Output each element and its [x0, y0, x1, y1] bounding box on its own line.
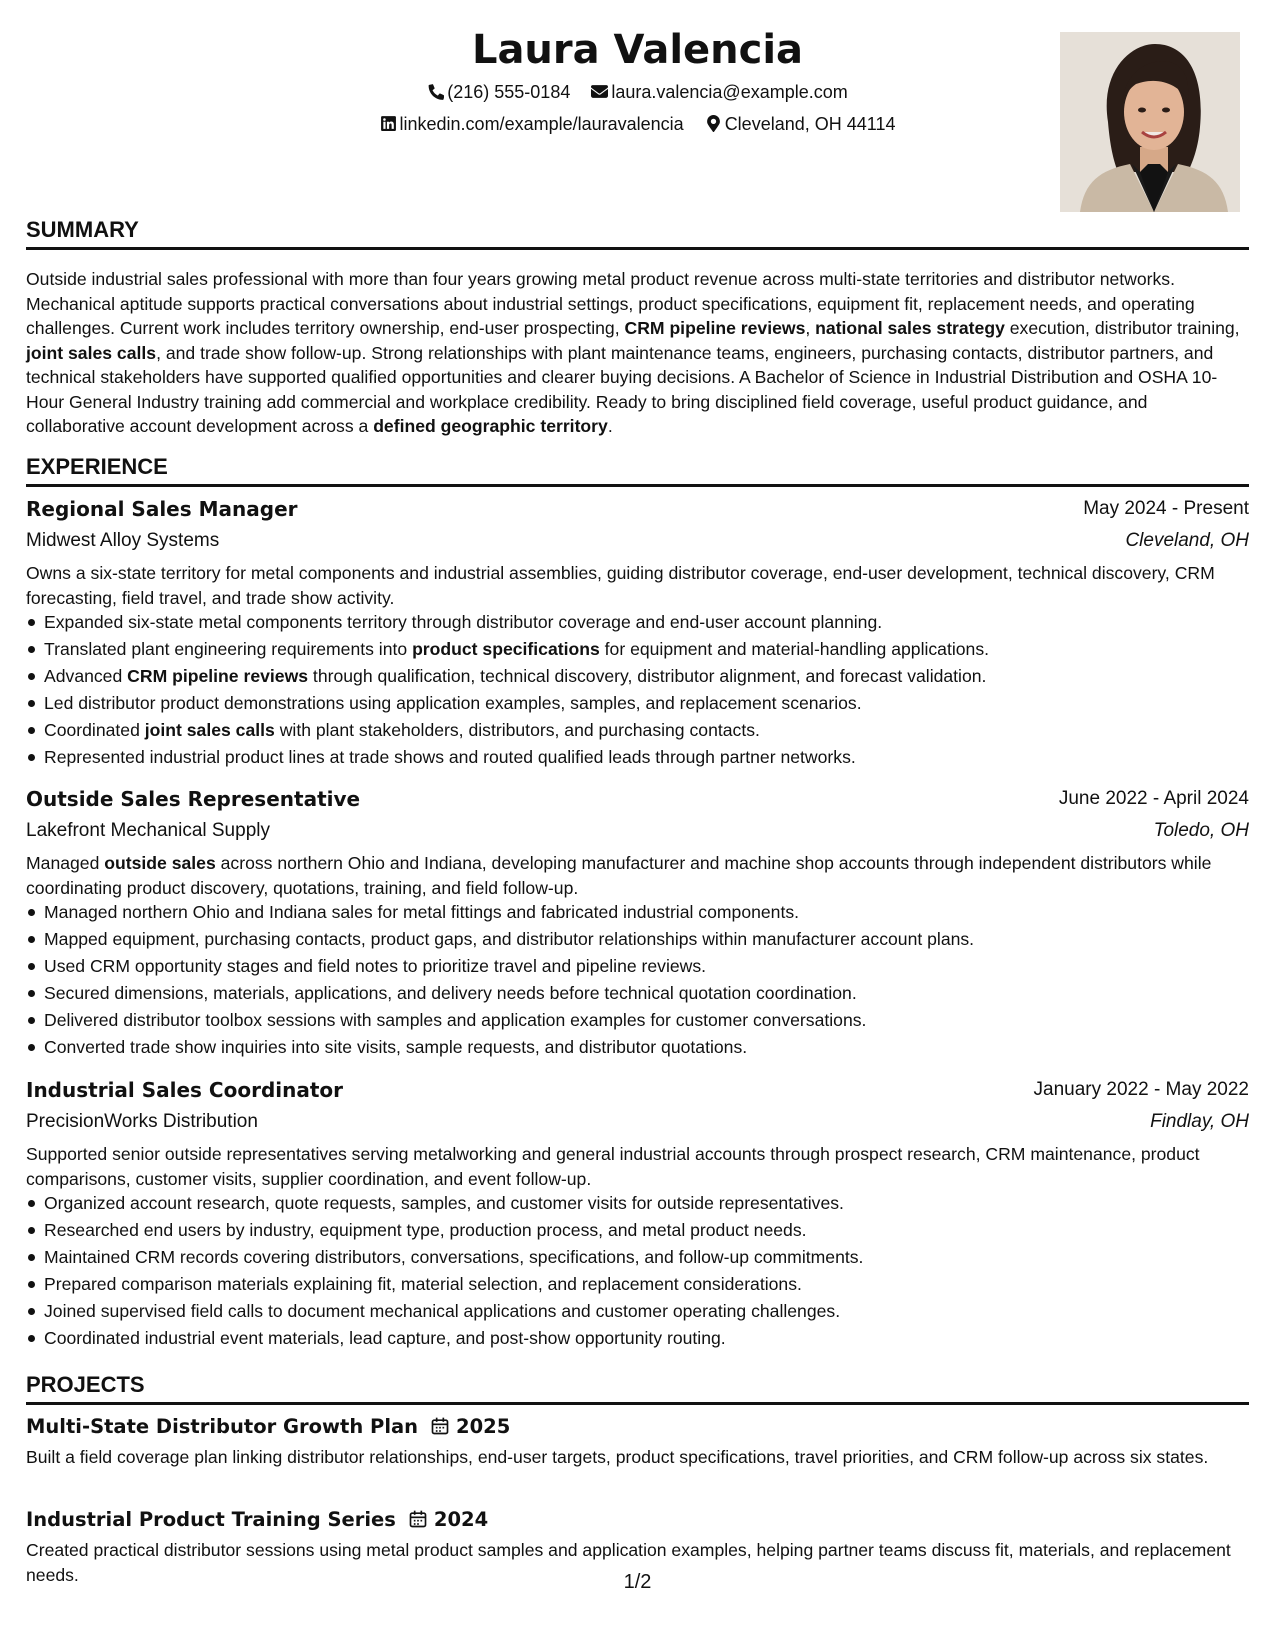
- job-bullet: Coordinated joint sales calls with plant stakeholders, distributors, and purchasing contacts.: [44, 717, 1267, 744]
- location-contact: [705, 112, 896, 136]
- profile-photo: [1060, 32, 1240, 212]
- email-text: laura.valencia@example.com: [611, 82, 848, 102]
- job-bullet: Organized account research, quote requests, samples, and customer visits for outside representatives.: [44, 1190, 1267, 1217]
- job-bullet: Led distributor product demonstrations using application examples, samples, and replacement scenarios.: [44, 690, 1267, 717]
- job-bullet: Coordinated industrial event materials, lead capture, and post-show opportunity routing.: [44, 1325, 1267, 1352]
- linkedin-text: linkedin.com/example/lauravalencia: [399, 114, 684, 134]
- phone-text: (216) 555-0184: [447, 82, 571, 102]
- job-bullets: [26, 899, 1267, 1060]
- candidate-name: Laura Valencia: [471, 27, 804, 73]
- job-dates: January 2022 - May 2022: [1033, 1079, 1249, 1100]
- map-pin-icon: [705, 115, 722, 132]
- experience-heading: EXPERIENCE: [26, 452, 1249, 487]
- resume-header: [26, 22, 1249, 222]
- job-company: Lakefront Mechanical Supply: [26, 820, 270, 841]
- job-bullet: Delivered distributor toolbox sessions with samples and application examples for customer conversations.: [44, 1007, 1267, 1034]
- job-bullet: Mapped equipment, purchasing contacts, product gaps, and distributor relationships within manufacturer account plans.: [44, 926, 1267, 953]
- linkedin-icon: [380, 115, 397, 132]
- job-bullets: [26, 1190, 1267, 1351]
- summary-text: Outside industrial sales professional with more than four years growing metal product revenue across multi-state territories and distributor networks. Mechanical aptitude supports practical conversations about industrial settings, product specifications, equipment fit, replacement needs, and operating challenges. Current work includes territory ownership, end-user prospecting, CRM pipeline reviews, national sales strategy execution, distributor training, joint sales calls, and trade show follow-up. Strong relationships with plant maintenance teams, engineers, purchasing contacts, distributor partners, and technical stakeholders have supported qualified opportunities and clearer buying decisions. A Bachelor of Science in Industrial Distribution and OSHA 10-Hour General Industry training add commercial and workplace credibility. Ready to bring disciplined field coverage, useful product guidance, and collaborative account development across a defined geographic territory.: [26, 269, 1240, 436]
- job-bullets: [26, 609, 1267, 770]
- job-company: Midwest Alloy Systems: [26, 530, 220, 551]
- job-dates: May 2024 - Present: [1083, 498, 1249, 519]
- job-bullet: Represented industrial product lines at trade shows and routed qualified leads through partner networks.: [44, 744, 1267, 771]
- job-bullet: Prepared comparison materials explaining fit, material selection, and replacement considerations.: [44, 1271, 1267, 1298]
- project-year: 2025: [456, 1415, 511, 1438]
- job-title: Outside Sales Representative: [26, 787, 361, 811]
- projects-heading: PROJECTS: [26, 1370, 1249, 1405]
- job-dates: June 2022 - April 2024: [1058, 788, 1249, 809]
- project-description: Built a field coverage plan linking distributor relationships, end-user targets, product specifications, travel priorities, and CRM follow-up across six states.: [26, 1447, 1209, 1467]
- page-number: 1/2: [623, 1571, 652, 1593]
- project-title: Industrial Product Training Series 2024: [26, 1508, 489, 1531]
- job-description: Supported senior outside representatives serving metalworking and general industrial accounts through prospect research, CRM maintenance, product comparisons, customer visits, supplier coordination, and event follow-up.: [26, 1144, 1200, 1189]
- project-description: Created practical distributor sessions using metal product samples and application examples, helping partner teams discuss fit, materials, and replacement needs.: [26, 1540, 1231, 1585]
- job-bullet: Used CRM opportunity stages and field notes to prioritize travel and pipeline reviews.: [44, 953, 1267, 980]
- job-description: Owns a six-state territory for metal components and industrial assemblies, guiding distributor coverage, end-user development, technical discovery, CRM forecasting, field travel, and trade show activity.: [26, 563, 1215, 608]
- linkedin-contact[interactable]: [380, 112, 684, 136]
- job-bullet: Translated plant engineering requirements into product specifications for equipment and material-handling applications.: [44, 636, 1267, 663]
- job-bullet: Secured dimensions, materials, applications, and delivery needs before technical quotation coordination.: [44, 980, 1267, 1007]
- envelope-icon: [591, 83, 608, 100]
- resume-page: [26, 0, 1249, 1650]
- job-location: Findlay, OH: [1150, 1111, 1249, 1132]
- job-title: Regional Sales Manager: [26, 497, 298, 521]
- job-description: Managed outside sales across northern Ohio and Indiana, developing manufacturer and machine shop accounts through independent distributors while coordinating product discovery, quotations, training, and field follow-up.: [26, 853, 1212, 898]
- project-title: Multi-State Distributor Growth Plan 2025: [26, 1415, 511, 1438]
- job-bullet: Expanded six-state metal components territory through distributor coverage and end-user account planning.: [44, 609, 1267, 636]
- phone-contact: [427, 80, 570, 104]
- job-company: PrecisionWorks Distribution: [26, 1111, 258, 1132]
- job-bullet: Converted trade show inquiries into site visits, sample requests, and distributor quotations.: [44, 1034, 1267, 1061]
- summary-heading: SUMMARY: [26, 215, 1249, 250]
- job-bullet: Researched end users by industry, equipment type, production process, and metal product needs.: [44, 1217, 1267, 1244]
- location-text: Cleveland, OH 44114: [724, 114, 896, 134]
- job-bullet: Maintained CRM records covering distributors, conversations, specifications, and follow-up commitments.: [44, 1244, 1267, 1271]
- job-bullet: Advanced CRM pipeline reviews through qualification, technical discovery, distributor alignment, and forecast validation.: [44, 663, 1267, 690]
- email-contact[interactable]: [591, 80, 847, 104]
- calendar-icon: [408, 1509, 428, 1529]
- job-bullet: Joined supervised field calls to document mechanical applications and customer operating challenges.: [44, 1298, 1267, 1325]
- job-title: Industrial Sales Coordinator: [26, 1078, 344, 1102]
- job-bullet: Managed northern Ohio and Indiana sales for metal fittings and fabricated industrial components.: [44, 899, 1267, 926]
- job-location: Toledo, OH: [1153, 820, 1249, 841]
- project-year: 2024: [433, 1508, 489, 1531]
- calendar-icon: [430, 1416, 450, 1436]
- job-location: Cleveland, OH: [1125, 530, 1249, 551]
- phone-icon: [427, 83, 444, 100]
